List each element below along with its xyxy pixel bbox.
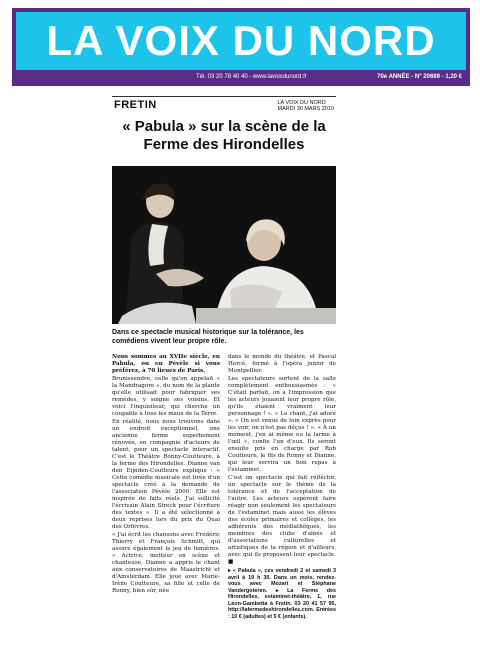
actors-photo-illustration	[112, 166, 336, 324]
newspaper-masthead	[12, 8, 470, 86]
publication-date: MARDI 30 MARS 2010	[277, 106, 334, 112]
article-column-right	[228, 354, 336, 620]
article-paragraph: Brunissendre, celle qu'on appelait « la Mandragore », du nom de la plante qu'elle utilisait pour fabriquer ses remèdes, y soigne ses voisins. Et voici l'inquisiteur, qui cherche un coupable à tous les maux de la Terre.	[112, 376, 220, 417]
newspaper-article	[112, 96, 336, 640]
section-label: FRETIN	[114, 99, 157, 111]
publication-date-block	[277, 100, 334, 112]
article-paragraph: dans le monde du théâtre, et Pascal Hercé, formé à l'opéra junior de Montpellier.	[228, 354, 336, 374]
article-photo	[112, 166, 336, 324]
publication-name: LA VOIX DU NORD	[277, 100, 326, 106]
article-lead: Nous sommes au XVIIe siècle, en Pabula, ou en Pévèle si vous préférez, à 70 lieues de Paris.	[112, 354, 220, 374]
article-paragraph: « J'ai écrit les chansons avec Frédéric Thierry et François Schmitt, qui assure également le jeu de lumières. » Actrice, metteur en scène et chanteuse, Dianne a appris le chant aux conservatoires de Maastricht et d'Amsterdam. Elle joue avec Marie-Irène Coutteure, sa fille et celle de Ronny, bien sûr, née	[112, 532, 220, 594]
article-column-left	[112, 354, 220, 596]
article-paragraph: C'est un spectacle qui fait réfléchir, un spectacle sur le thème de la tolérance et de l'acceptation de l'autre. Les acteurs espèrent faire réagir non seulement les spectateurs de l'estaminet mais aussi les élèves des écoles primaires et collèges, les adhérents des médiathèques, les membres des clubs d'aînés et d'associations culturelles et artistiques de la région et d'ailleurs, avec qui ils proposent leur spectacle. ■	[228, 475, 336, 565]
article-header-row	[112, 96, 336, 115]
practical-info: ▸ « Pabula », ces vendredi 2 et samedi 3 avril à 19 h 30. Dans un mois, rendez-vous avec Mozart et Stéphane Vandergoteren. ▸ La Ferme des Hirondelles, estaminet-théâtre, 1, rue Léon-Gambetta à Fretin. 03 20 41 57 95, http://lafermedeshirondelles.com. Entrées : 10 € (adultes) et 5 € (enfants).	[228, 568, 336, 620]
article-paragraph: En réalité, nous nous trouvons dans un endroit exceptionnel, une ancienne ferme superbement rénovée, en compagnie d'acteurs de talent, pour un spectacle interactif. C'est le Théâtre Ronny-Coutteure, à la ferme des Hirondelles. Dianne van den Eijnden-Coutteure explique : « Cette comédie musicale est tirée d'un spectacle créé à la demande de l'association Pévèle 2000. Elle est inspirée de faits réels. J'ai sollicité l'écrivain Alain Streck pour l'écriture des textes ». Il a été sélectionné à deux reprises lors du prix du Quai des Orfèvres.	[112, 419, 220, 530]
article-headline: « Pabula » sur la scène de la Ferme des Hirondelles	[122, 118, 326, 153]
newspaper-title: LA VOIX DU NORD	[16, 12, 466, 70]
masthead-info-bar	[16, 72, 466, 84]
masthead-edition: 70e ANNÉE - N° 20689 - 1,20 €	[377, 74, 462, 80]
article-paragraph: Les spectateurs sortent de la salle complètement enthousiasmés : « C'était parfait, on a l'impression que les acteurs jouaient leur propre rôle, qu'ils étaient vraiment leur personnage ! ». « Le chant, j'ai adoré ». « On est venus de loin exprès pour les voir, on n'est pas déçus ! ». « À un moment, j'en ai même eu la larme à l'œil », confie l'un d'eux. Ils seront ensuite pris en charge par Rob Coutteure, le fils de Ronny et Dianne, qui leur servira un bon repas à l'estaminet.	[228, 376, 336, 473]
masthead-phone-web: Tél. 03 20 78 40 40 - www.lavoixdunord.fr	[196, 74, 307, 80]
article-body	[112, 354, 336, 636]
photo-caption: Dans ce spectacle musical historique sur la tolérance, les comédiens vivent leur propre rôle.	[112, 329, 304, 345]
